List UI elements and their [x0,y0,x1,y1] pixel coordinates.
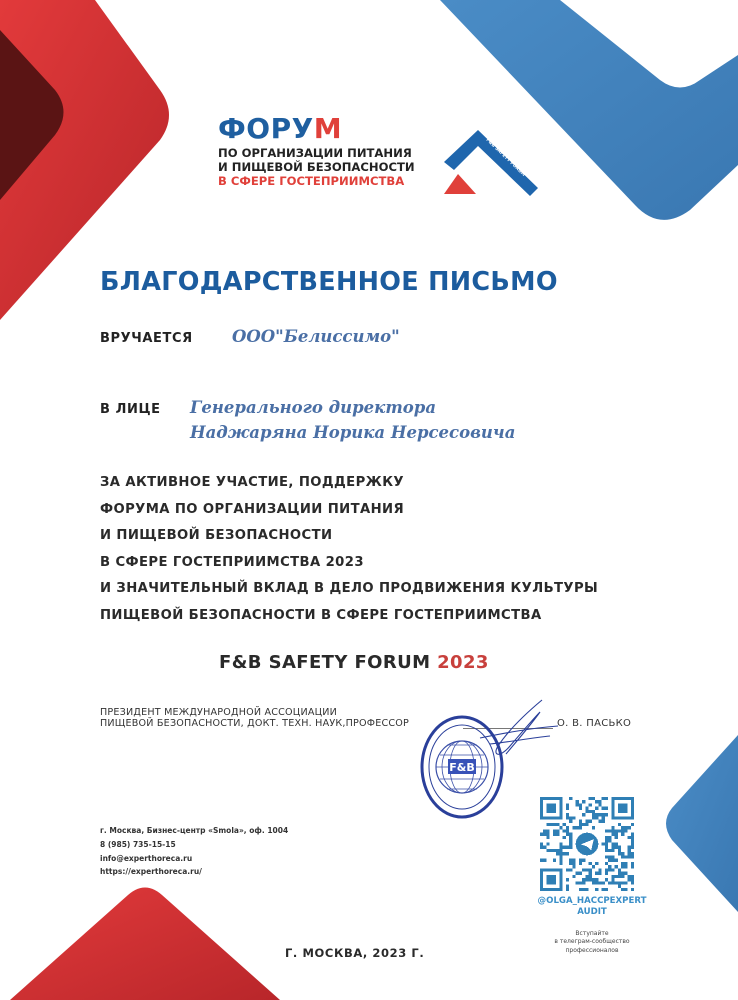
handwritten-signature [470,698,560,768]
contact-address: г. Москва, Бизнес-центр «Smola», оф. 1004 [100,826,289,835]
qr-module [540,842,543,845]
qr-module [553,849,556,852]
qr-module [621,852,624,855]
city-date: Г. МОСКВА, 2023 Г. [285,946,425,960]
qr-module [621,881,624,884]
qr-module [579,820,582,823]
qr-module [605,836,608,839]
qr-module [585,888,588,891]
qr-module [566,816,569,819]
qr-module [611,859,614,862]
qr-module [569,797,572,800]
qr-module [628,836,631,839]
qr-module [582,800,585,803]
qr-module [608,868,611,871]
qr-module [569,836,572,839]
qr-module [585,820,588,823]
qr-module [595,800,598,803]
qr-module [553,823,556,826]
qr-module [608,849,611,852]
qr-module [589,797,592,800]
qr-module [579,807,582,810]
qr-module [540,859,543,862]
qr-module [595,807,598,810]
body-line: В СФЕРЕ ГОСТЕПРИИМСТВА 2023 [100,554,364,570]
qr-module [566,888,569,891]
qr-module [569,868,572,871]
qr-module [628,846,631,849]
body-line: ЗА АКТИВНОЕ УЧАСТИЕ, ПОДДЕРЖКУ [100,475,404,490]
qr-module [569,842,572,845]
contact-email: info@experthoreca.ru [100,853,193,863]
qr-module [624,888,627,891]
qr-module [628,849,631,852]
qr-module [572,859,575,862]
qr-module [621,888,624,891]
qr-module [605,839,608,842]
qr-code[interactable] [540,797,634,891]
qr-module [611,833,614,836]
qr-module [559,852,562,855]
qr-module [631,846,634,849]
qr-module [598,820,601,823]
qr-module [598,813,601,816]
qr-module [582,878,585,881]
qr-module [631,833,634,836]
qr-module [624,826,627,829]
qr-module [540,846,543,849]
qr-module [611,881,614,884]
qr-module [621,855,624,858]
qr-module [631,878,634,881]
qr-module [624,881,627,884]
qr-module [546,833,549,836]
qr-module [621,862,624,865]
qr-module [566,852,569,855]
logo-line-2: И ПИЩЕВОЙ БЕЗОПАСНОСТИ [218,160,415,174]
qr-module [595,816,598,819]
qr-module [579,823,582,826]
qr-module [595,862,598,865]
signer-name: О. В. ПАСЬКО [557,718,632,729]
qr-module [624,855,627,858]
qr-module [611,846,614,849]
qr-module [559,849,562,852]
qr-module [556,823,559,826]
qr-module [563,836,566,839]
qr-module [579,803,582,806]
body-line: ПИЩЕВОЙ БЕЗОПАСНОСТИ В СФЕРЕ ГОСТЕПРИИМСТВА [100,607,542,623]
qr-module [589,810,592,813]
person-title: Генерального директора [190,398,437,417]
qr-module [569,859,572,862]
signer-position-line-1: ПРЕЗИДЕНТ МЕЖДУНАРОДНОЙ АССОЦИАЦИИ [100,707,337,718]
qr-module [582,881,585,884]
qr-module [576,872,579,875]
qr-module [611,829,614,832]
qr-module [566,807,569,810]
qr-module [572,862,575,865]
qr-module [543,846,546,849]
contact-website: https://experthoreca.ru/ [100,867,202,877]
qr-module [559,855,562,858]
qr-module [605,855,608,858]
qr-module [602,820,605,823]
qr-module [569,820,572,823]
qr-module [566,885,569,888]
qr-module [631,875,634,878]
qr-module [605,849,608,852]
qr-module [618,829,621,832]
qr-module [608,865,611,868]
qr-module [582,859,585,862]
qr-module [605,862,608,865]
forum-year: 2023 [437,652,489,673]
qr-module [602,881,605,884]
qr-module [628,875,631,878]
qr-module [598,872,601,875]
qr-module [559,842,562,845]
qr-module [595,878,598,881]
qr-module [592,813,595,816]
qr-module [592,810,595,813]
qr-module [605,813,608,816]
qr-module [566,878,569,881]
qr-module [585,878,588,881]
qr-module [579,888,582,891]
blue-diamond-right [666,735,738,912]
qr-module [631,855,634,858]
qr-module [615,865,618,868]
qr-module [550,823,553,826]
qr-module [631,839,634,842]
qr-module [589,820,592,823]
qr-module [563,829,566,832]
stamp-text: F&B [449,761,475,774]
qr-module [621,865,624,868]
qr-module [631,823,634,826]
qr-module [572,875,575,878]
qr-module [624,865,627,868]
qr-module [595,881,598,884]
qr-module [592,826,595,829]
qr-module [621,875,624,878]
qr-module [595,813,598,816]
qr-module [585,823,588,826]
qr-module [546,842,549,845]
join-community-text: Вступайте в телеграм-сообщество профессионалов [554,930,630,954]
qr-module [572,826,575,829]
qr-module [598,881,601,884]
qr-module [553,859,556,862]
telegram-handle[interactable]: @OLGA_HACCPEXPERT AUDIT [537,896,647,917]
body-line: И ЗНАЧИТЕЛЬНЫЙ ВКЛАД В ДЕЛО ПРОДВИЖЕНИЯ КУЛЬТУРЫ [100,581,599,597]
certificate-title: БЛАГОДАРСТВЕННОЕ ПИСЬМО [100,267,558,297]
body-line: ФОРУМА ПО ОРГАНИЗАЦИИ ПИТАНИЯ [100,501,405,517]
qr-module [556,852,559,855]
qr-module [605,872,608,875]
qr-module [589,803,592,806]
qr-module [585,868,588,871]
qr-module [602,807,605,810]
qr-module [631,836,634,839]
person-label: В ЛИЦЕ [100,402,161,417]
qr-module [553,829,556,832]
qr-module [595,872,598,875]
qr-module [592,881,595,884]
qr-module [556,829,559,832]
qr-module [611,849,614,852]
qr-module [576,826,579,829]
qr-module [602,813,605,816]
qr-module [608,855,611,858]
qr-module [628,855,631,858]
qr-module [589,862,592,865]
qr-module [631,852,634,855]
qr-module [631,888,634,891]
qr-module [566,803,569,806]
qr-module [569,846,572,849]
signer-position [100,707,409,729]
qr-module [582,823,585,826]
qr-module [582,813,585,816]
qr-module [592,878,595,881]
qr-module [618,872,621,875]
qr-module [540,833,543,836]
qr-module [589,878,592,881]
qr-module [605,878,608,881]
qr-module [608,836,611,839]
qr-module [618,875,621,878]
qr-module [559,859,562,862]
qr-module [618,852,621,855]
awarded-to: ООО"Белиссимо" [232,327,400,346]
qr-module [602,888,605,891]
qr-module [618,885,621,888]
qr-module [618,881,621,884]
qr-module [576,881,579,884]
forum-logo-mark-icon [440,126,540,196]
qr-module [611,855,614,858]
qr-module [543,859,546,862]
qr-module [572,865,575,868]
person-name: Наджаряна Норика Нерсесовича [190,423,516,442]
qr-module [569,833,572,836]
qr-module [615,859,618,862]
contacts [100,824,288,879]
qr-module [592,797,595,800]
logo-line-3: В СФЕРЕ ГОСТЕПРИИМСТВА [218,174,405,188]
qr-module [605,868,608,871]
qr-module [585,875,588,878]
qr-module [615,829,618,832]
qr-module [611,826,614,829]
qr-module [624,862,627,865]
qr-module [631,842,634,845]
qr-module [550,849,553,852]
qr-module [566,813,569,816]
qr-module [618,846,621,849]
qr-module [576,800,579,803]
qr-module [611,842,614,845]
qr-module [615,846,618,849]
contact-phone: 8 (985) 735-15-15 [100,839,176,849]
forum-name-text: F&B SAFETY FORUM [219,652,431,673]
qr-module [615,833,618,836]
qr-module [569,839,572,842]
qr-module [572,816,575,819]
qr-module [566,846,569,849]
qr-module [589,875,592,878]
signer-position-line-2: ПИЩЕВОЙ БЕЗОПАСНОСТИ, ДОКТ. ТЕХН. НАУК,ПРОФЕССОР [100,718,410,729]
qr-module [546,849,549,852]
qr-module [585,807,588,810]
qr-module [556,833,559,836]
qr-module [605,829,608,832]
qr-module [621,833,624,836]
qr-module [556,849,559,852]
qr-module [579,872,582,875]
qr-module [546,829,549,832]
qr-module [559,862,562,865]
qr-module [595,888,598,891]
qr-module [618,849,621,852]
logo-mark-text: F&B SAFETY FORUM [484,137,526,178]
qr-module [611,875,614,878]
qr-module [605,807,608,810]
qr-module [605,888,608,891]
qr-module [589,868,592,871]
qr-module [563,846,566,849]
qr-module [621,872,624,875]
qr-module [553,833,556,836]
qr-module [615,875,618,878]
qr-module [566,868,569,871]
qr-module [559,826,562,829]
qr-module [582,868,585,871]
qr-module [592,816,595,819]
qr-module [605,846,608,849]
qr-module [615,881,618,884]
qr-module [559,846,562,849]
qr-module [566,833,569,836]
qr-module [615,836,618,839]
body-line: И ПИЩЕВОЙ БЕЗОПАСНОСТИ [100,528,333,544]
qr-module [602,842,605,845]
qr-module [624,872,627,875]
qr-module [546,823,549,826]
qr-module [563,852,566,855]
red-diamond-bottom-left [10,888,280,1000]
qr-module [608,859,611,862]
qr-module [576,803,579,806]
qr-module [543,829,546,832]
qr-module [608,839,611,842]
qr-module [624,829,627,832]
qr-module [605,797,608,800]
qr-module [546,836,549,839]
qr-module [566,826,569,829]
qr-module [605,842,608,845]
qr-module [589,872,592,875]
qr-module [615,842,618,845]
awarded-label: ВРУЧАЕТСЯ [100,331,193,346]
qr-module [611,868,614,871]
qr-module [602,816,605,819]
qr-module [602,797,605,800]
qr-module [579,859,582,862]
qr-module [592,865,595,868]
qr-module [543,833,546,836]
forum-name [219,652,489,673]
qr-module [566,829,569,832]
logo-line-1: ПО ОРГАНИЗАЦИИ ПИТАНИЯ [218,146,412,160]
qr-module [608,829,611,832]
qr-module [579,862,582,865]
qr-module [598,868,601,871]
qr-module [621,826,624,829]
logo-title: ФОРУМ [218,112,343,145]
qr-module [579,826,582,829]
qr-module [569,816,572,819]
qr-module [631,862,634,865]
qr-module [618,868,621,871]
qr-module [582,888,585,891]
qr-module [618,823,621,826]
qr-module [608,881,611,884]
qr-module [631,865,634,868]
qr-module [563,823,566,826]
qr-module [628,852,631,855]
certificate-body [100,470,700,630]
qr-module [569,862,572,865]
qr-module [598,803,601,806]
qr-module [585,810,588,813]
qr-module [628,878,631,881]
qr-module [621,829,624,832]
qr-module [598,800,601,803]
qr-module [628,826,631,829]
qr-module [611,878,614,881]
qr-module [631,881,634,884]
qr-module [579,881,582,884]
